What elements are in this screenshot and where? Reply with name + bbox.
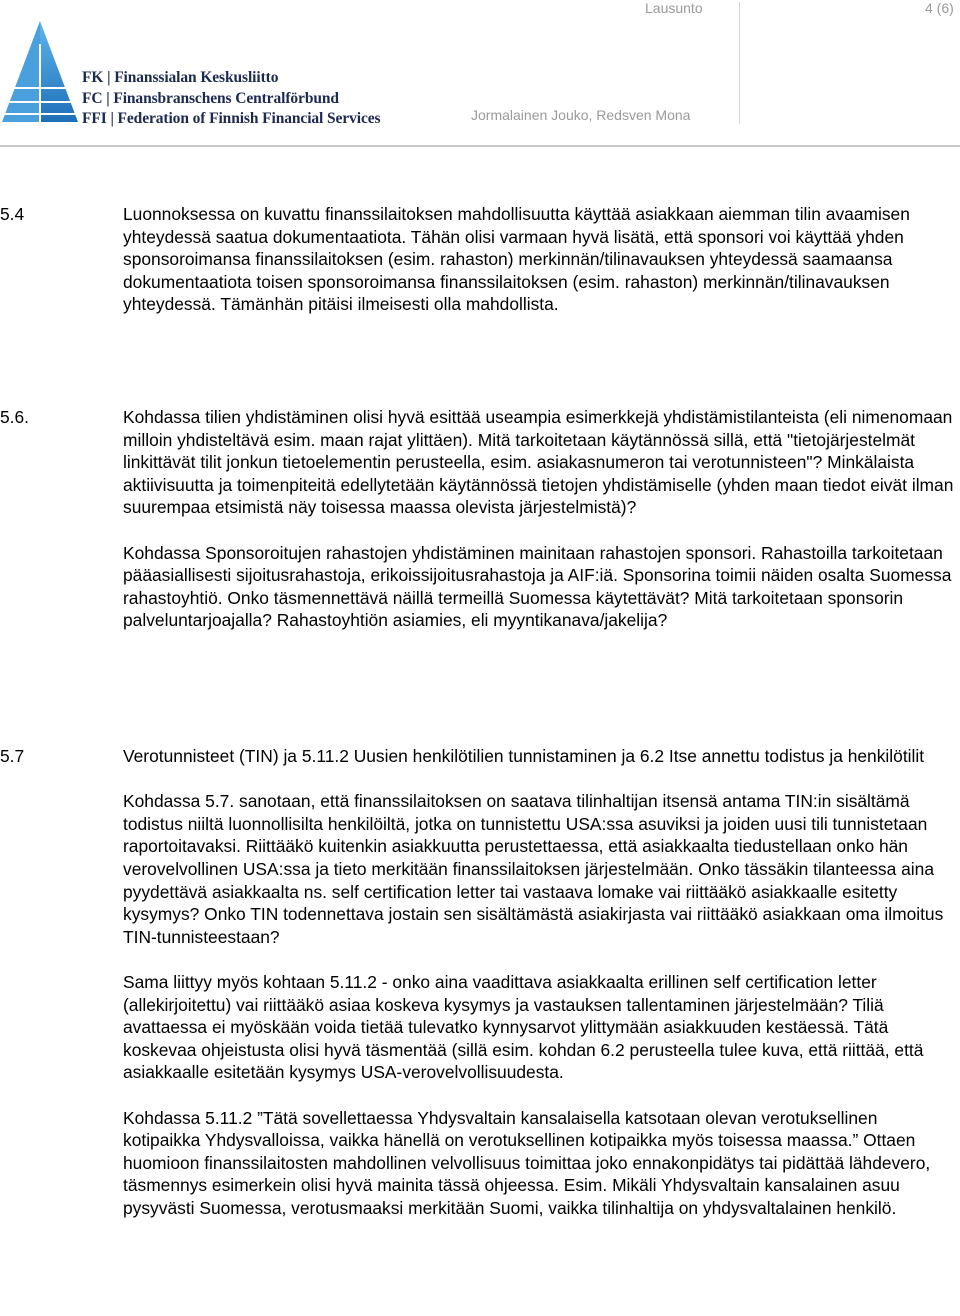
ffi-logo-mark-icon (0, 18, 80, 130)
section-number: 5.7 (0, 746, 25, 766)
section-body (123, 745, 959, 1219)
paragraph: Kohdassa Sponsoroitujen rahastojen yhdistäminen mainitaan rahastojen sponsori. Rahastoilla tarkoitetaan pääasiallisesti sijoitusrahastoja, erikoissijoitusrahastoja ja AIF:iä. Sponsorina toimii näiden osalta Suomessa rahastoyhtiö. Onko täsmennettävä näillä termeillä Suomessa käytettävät? Mitä tarkoitetaan sponsorin palveluntarjoajalla? Rahastoyhtiön asiamies, eli myyntikanava/jakelija? (123, 542, 952, 631)
logo-text (82, 68, 380, 130)
paragraph: Luonnoksessa on kuvattu finanssilaitoksen mahdollisuutta käyttää asiakkaan aiemman tilin avaamisen yhteydessä saatua dokumentaatiota. Tähän olisi varmaan hyvä lisätä, että sponsori voi käyttää yhden sponsoroimansa finanssilaitoksen (esim. rahaston) merkinnän/tilinavauksen yhteydessä saamaansa dokumentaatiota toisen sponsoroimansa finanssilaitoksen (esim. rahaston) merkinnän/tilinavauksen yhteydessä. Tämänhän pitäisi ilmeisesti olla mahdollista. (123, 204, 910, 315)
logo-line-ffi: FFI | Federation of Finnish Financial Services (82, 110, 381, 127)
page-number: 4 (6) (925, 0, 954, 16)
paragraph: Sama liittyy myös kohtaan 5.11.2 - onko aina vaadittava asiakkaalta erillinen self certification letter (allekirjoitettu) vai riittääkö asiaa koskeva kysymys ja vastauksen tallentaminen järjestelmään? Tiliä avattaessa ei myöskään voida tietää tulevatko kynnysarvot ylittymään asiakkuuden kestäessä. Tätä koskevaa ohjeistusta olisi hyvä täsmentää (sillä esim. kohdan 6.2 perusteella tulee kuva, että riittää, että asiakkaalle esitetään kysymys USA-verovelvollisuudesta. (123, 971, 924, 1083)
paragraph: Kohdassa 5.7. sanotaan, että finanssilaitoksen on saatava tilinhaltijan itsensä antama TIN:in sisältämä todistus niiltä luonnollisilta henkilöiltä, jotka on tunnistettu USA:ssa asuviksi ja joiden uusi tili tunnistetaan raportoitavaksi. Riittääkö kuitenkin asiakkuutta perustettaessa, että asiakkaalta tiedustellaan onko hän verovelvollinen USA:ssa ja tieto merkitään finanssilaitoksen järjestelmään. Onko tässäkin tilanteessa aina pyydettävä asiakkaalta ns. self certification letter tai vastaava lomake vai riittääkö asiakkaalle esitetty kysymys? Onko TIN todennettava jostain sen sisältämästä asiakirjasta vai riittääkö asiakkaan oma ilmoitus TIN-tunnisteestaan? (123, 791, 944, 947)
section-body (123, 203, 959, 316)
logo-line-fk: FK | Finanssialan Keskusliitto (82, 69, 279, 86)
section-number: 5.4 (0, 204, 25, 224)
authors: Jormalainen Jouko, Redsven Mona (471, 107, 691, 123)
document-type: Lausunto (645, 0, 703, 16)
header-divider (739, 2, 740, 124)
paragraph: Kohdassa 5.11.2 ”Tätä sovellettaessa Yhdysvaltain kansalaisella katsotaan olevan verotuksellinen kotipaikka Yhdysvalloissa, vaikka hänellä on verotuksellinen kotipaikka myös toisessa maassa.” Ottaen huomioon finanssilaitosten mahdollinen velvollisuus toimittaa joko ennakonpidätys tai pidättää lähdevero, täsmennys esimerkein olisi hyvä mainita tässä ohjeessa. Esim. Mikäli Yhdysvaltain kansalainen asuu pysyvästi Suomessa, verotusmaaksi merkitään Suomi, vaikka tilinhaltija on yhdysvaltalainen henkilö. (123, 1107, 931, 1218)
header-rule (0, 145, 960, 147)
section-heading: Verotunnisteet (TIN) ja 5.11.2 Uusien henkilötilien tunnistaminen ja 6.2 Itse annettu todistus ja henkilötilit (123, 746, 925, 766)
paragraph: Kohdassa tilien yhdistäminen olisi hyvä esittää useampia esimerkkejä yhdistämistilanteista (eli nimenomaan milloin yhdisteltävä esim. maan rajat ylittäen). Mitä tarkoitetaan käytännössä sillä, että "tietojärjestelmät linkittävät tilit jonkun tietoelementin perusteella, esim. asiakasnumeron tai verotunnisteen"? Minkälaista aktiivisuutta ja toimenpiteitä edellytetään käytännössä tietojen yhdistämiselle (yhden maan tiedot eivät ilman suurempaa etsimistä näy toisessa maassa olevista järjestelmistä)? (123, 407, 954, 518)
section-number: 5.6. (0, 407, 30, 427)
logo-line-fc: FC | Finansbranschens Centralförbund (82, 89, 339, 107)
ffi-logo (0, 18, 390, 130)
section-body (123, 406, 959, 632)
